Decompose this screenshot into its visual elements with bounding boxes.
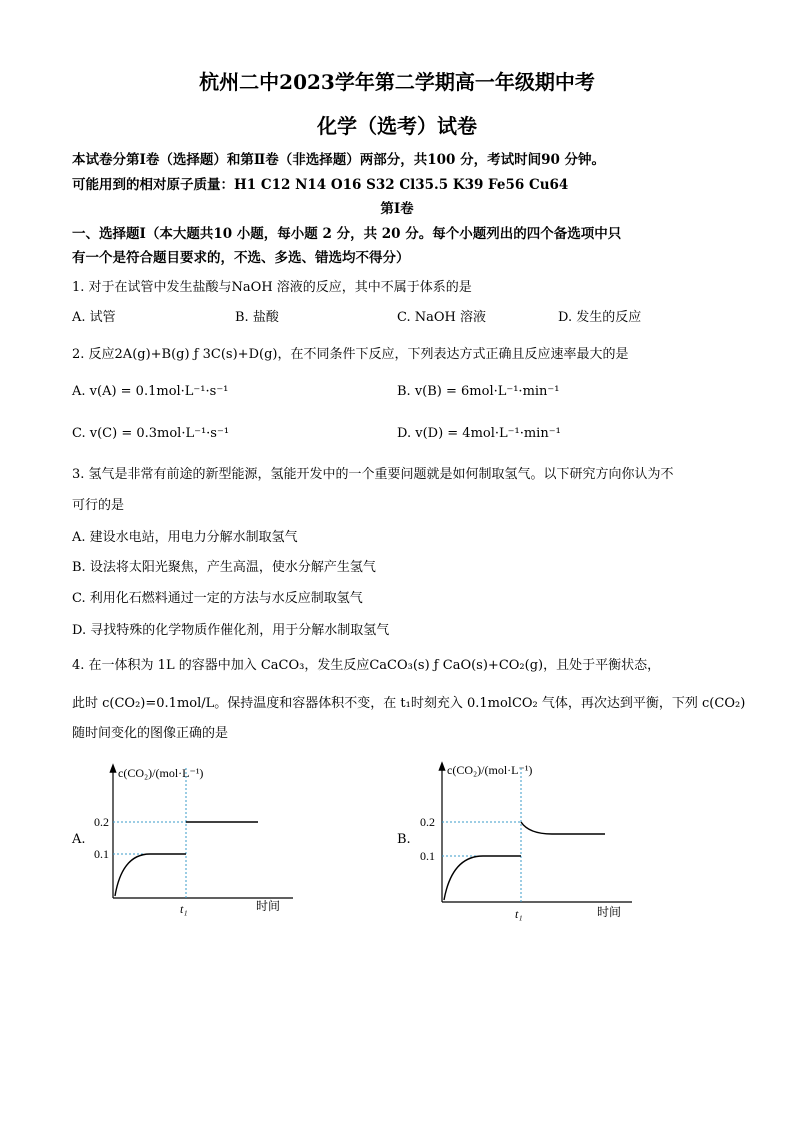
curve-after-t1: [521, 822, 605, 834]
question-4-stem-line-2: 此时 c(CO₂)=0.1mol/L。保持温度和容器体积不变，在 t₁时刻充入 0.1molCO₂ 气体，再次达到平衡，下列 c(CO₂): [72, 696, 746, 711]
q2-option-b: B. v(B) = 6mol·L⁻¹·min⁻¹: [397, 384, 560, 399]
tick-label-02: 0.2: [420, 815, 435, 829]
x-axis-label: 时间: [256, 899, 281, 913]
part-title: 第Ⅰ卷: [380, 201, 414, 217]
t1-label: t₁: [515, 907, 523, 921]
q1-option-d: D. 发生的反应: [558, 310, 642, 325]
question-4-stem-line-3: 随时间变化的图像正确的是: [72, 726, 229, 741]
q3-option-c: C. 利用化石燃料通过一定的方法与水反应制取氢气: [72, 591, 363, 606]
tick-label-02: 0.2: [94, 815, 109, 829]
graph-b-label: B.: [397, 832, 411, 847]
t1-label: t₁: [180, 902, 188, 916]
tick-label-01: 0.1: [420, 849, 435, 863]
q1-option-a: A. 试管: [72, 310, 116, 325]
q3-option-d: D. 寻找特殊的化学物质作催化剂，用于分解水制取氢气: [72, 623, 390, 638]
tick-label-01: 0.1: [94, 847, 109, 861]
q3-option-b: B. 设法将太阳光聚焦，产生高温，使水分解产生氢气: [72, 560, 376, 575]
graph-a-label: A.: [72, 832, 86, 847]
exam-title: 杭州二中2023学年第二学期高一年级期中考: [199, 70, 595, 94]
q2-option-c: C. v(C) = 0.3mol·L⁻¹·s⁻¹: [72, 426, 230, 441]
q3-option-a: A. 建设水电站，用电力分解水制取氢气: [72, 530, 298, 545]
intro-line-1: 本试卷分第Ⅰ卷（选择题）和第Ⅱ卷（非选择题）两部分，共100 分，考试时间90 分钟。: [72, 152, 606, 168]
y-axis-label: c(CO₂)/(mol·L⁻¹): [447, 763, 533, 777]
question-4-stem-line-1: 4. 在一体积为 1L 的容器中加入 CaCO₃，发生反应CaCO₃(s) ƒ CaO(s)+CO₂(g)，且处于平衡状态，: [72, 658, 661, 673]
exam-subtitle: 化学（选考）试卷: [317, 114, 477, 138]
intro-line-2: 可能用到的相对原子质量：H1 C12 N14 O16 S32 Cl35.5 K39 Fe56 Cu64: [72, 177, 569, 193]
question-1-stem: 1. 对于在试管中发生盐酸与NaOH 溶液的反应，其中不属于体系的是: [72, 280, 472, 295]
y-axis-label: c(CO₂)/(mol·L⁻¹): [118, 766, 204, 780]
section-heading-line-2: 有一个是符合题目要求的，不选、多选、错选均不得分）: [72, 250, 410, 266]
x-axis-label: 时间: [597, 905, 622, 919]
q1-option-c: C. NaOH 溶液: [397, 310, 487, 325]
q2-option-a: A. v(A) = 0.1mol·L⁻¹·s⁻¹: [72, 384, 229, 399]
curve-rise: [115, 854, 186, 896]
q1-option-b: B. 盐酸: [235, 310, 279, 325]
question-3-stem-line-1: 3. 氢气是非常有前途的新型能源，氢能开发中的一个重要问题就是如何制取氢气。以下研究方向你认为不: [72, 467, 674, 482]
graph-b: [417, 758, 642, 923]
question-2-stem: 2. 反应2A(g)+B(g) ƒ 3C(s)+D(g)，在不同条件下反应，下列表达方式正确且反应速率最大的是: [72, 347, 629, 362]
question-3-stem-line-2: 可行的是: [72, 498, 125, 513]
q2-option-d: D. v(D) = 4mol·L⁻¹·min⁻¹: [397, 426, 561, 441]
section-heading-line-1: 一、选择题Ⅰ（本大题共10 小题，每小题 2 分，共 20 分。每个小题列出的四个备选项中只: [72, 226, 622, 242]
curve-rise: [444, 856, 521, 900]
graph-a: [88, 760, 308, 920]
